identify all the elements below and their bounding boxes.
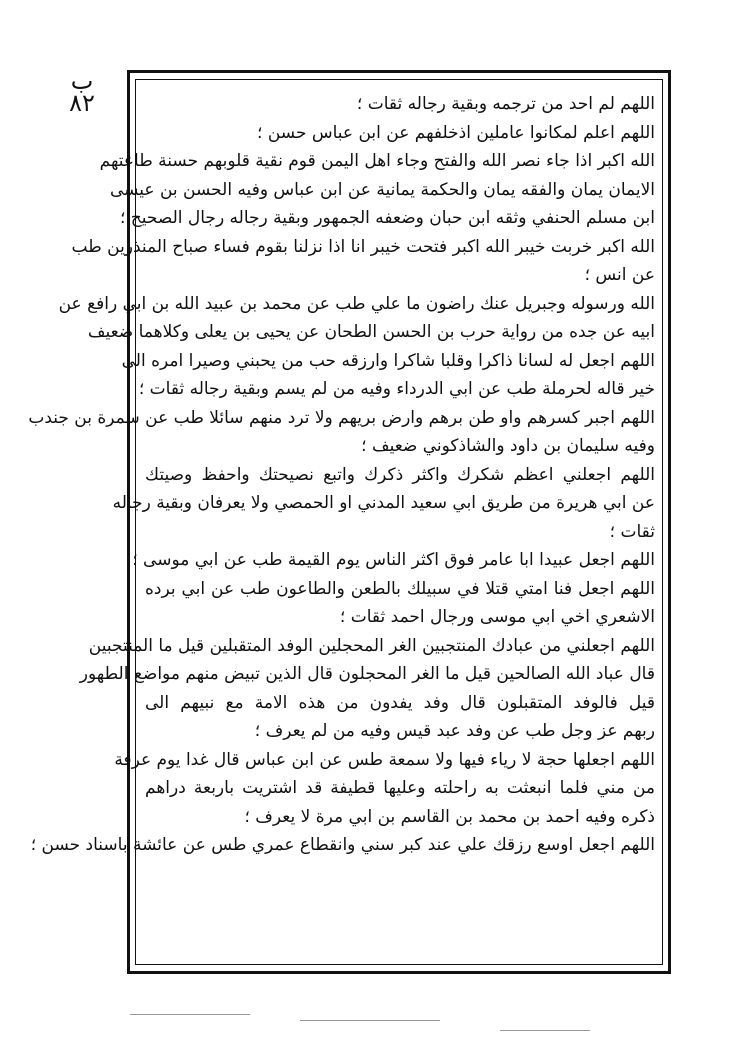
text-line: اللهم اجبر كسرهم واو طن برهم وارض بريهم ولا ترد منهم سائلا طب عن سمرة بن جندب [28, 407, 655, 428]
text-line: الايمان يمان والفقه يمان والحكمة يمانية عن ابن عباس وفيه الحسن بن عيسى [109, 179, 655, 200]
text-line: اللهم اجعلني اعظم شكرك واكثر ذكرك واتبع نصيحتك واحفظ وصيتك [145, 464, 655, 485]
text-line: ابن مسلم الحنفي وثقه ابن حبان وضعفه الجمهور وبقية رجاله رجال الصحيح ؛ [119, 208, 655, 228]
text-line: اللهم اعلم لمكانوا عاملين اذخلفهم عن ابن عباس حسن ؛ [257, 122, 655, 143]
text-line: الله اكبر اذا جاء نصر الله والفتح وجاء اهل اليمن قوم نقية قلوبهم حسنة طاعتهم [99, 151, 655, 171]
text-line: ذكره وفيه احمد بن محمد بن القاسم بن ابي مرة لا يعرف ؛ [244, 806, 655, 827]
scan-speck [500, 1030, 590, 1031]
text-line: عن انس ؛ [584, 265, 655, 285]
scan-speck [130, 1014, 250, 1015]
text-line: اللهم اجعلني من عبادك المنتجبين الغر المحجلين الوفد المتقبلين قيل ما المنتجبين [88, 635, 655, 656]
text-line: الله اكبر خربت خيبر الله اكبر فتحت خيبر انا اذا نزلنا بقوم فساء صباح المنذرين طب [71, 236, 655, 257]
text-line: الاشعري اخي ابي موسى ورجال احمد ثقات ؛ [339, 607, 655, 627]
text-line: اللهم لم احد من ترجمه وبقية رجاله ثقات ؛ [356, 94, 655, 114]
text-line: خير قاله لحرملة طب عن ابي الدرداء وفيه من لم يسم وبقية رجاله ثقات ؛ [138, 379, 655, 399]
text-line: ابيه عن جده من رواية حرب بن الحسن الطحان عن يحيى بن يعلى وكلاهما ضعيف [87, 322, 655, 342]
text-line: اللهم اجعل عبيدا ابا عامر فوق اكثر الناس يوم القيمة طب عن ابي موسى ؛ [132, 550, 655, 570]
page-digits: ٨٢ [69, 89, 95, 117]
text-line: اللهم اجعل له لسانا ذاكرا وقلبا شاكرا وارزقه حب من يحبني وصيرا امره الى [121, 350, 655, 371]
page-number [62, 67, 102, 117]
scan-speck [300, 1020, 440, 1021]
page-letter: ب [70, 67, 94, 95]
text-line: وفيه سليمان بن داود والشاذكوني ضعيف ؛ [361, 436, 655, 456]
text-line: ثقات ؛ [609, 521, 655, 542]
text-line: اللهم اجعلها حجة لا رياء فيها ولا سمعة طس عن ابن عباس قال غدا يوم عرفة [114, 749, 655, 770]
text-line: ربهم عز وجل طب عن وفد عبد قيس وفيه من لم يعرف ؛ [254, 721, 655, 741]
text-line: قال عباد الله الصالحين قيل ما الغر المحجلون قال الذين تبيض منهم مواضع الطهور [79, 664, 655, 684]
text-line: من مني فلما انبعثت به راحلته وعليها قطيفة قد اشتريت باربعة دراهم [145, 778, 655, 798]
text-line: اللهم اجعل اوسع رزقك علي عند كبر سني وانقطاع عمري طس عن عائشة باسناد حسن ؛ [30, 835, 655, 855]
text-line: قيل فالوفد المتقبلون قال وفد يفدون من هذه الامة مع نبيهم الى [145, 692, 655, 713]
text-line: عن ابي هريرة من طريق ابي سعيد المدني او الحمصي ولا يعرفان وبقية رجاله [112, 493, 655, 513]
text-line: الله ورسوله وجبريل عنك راضون ما علي طب عن محمد بن عبيد الله بن ابي رافع عن [58, 293, 655, 314]
text-line: اللهم اجعل فنا امتي قتلا في سبيلك بالطعن والطاعون طب عن ابي برده [145, 578, 655, 599]
